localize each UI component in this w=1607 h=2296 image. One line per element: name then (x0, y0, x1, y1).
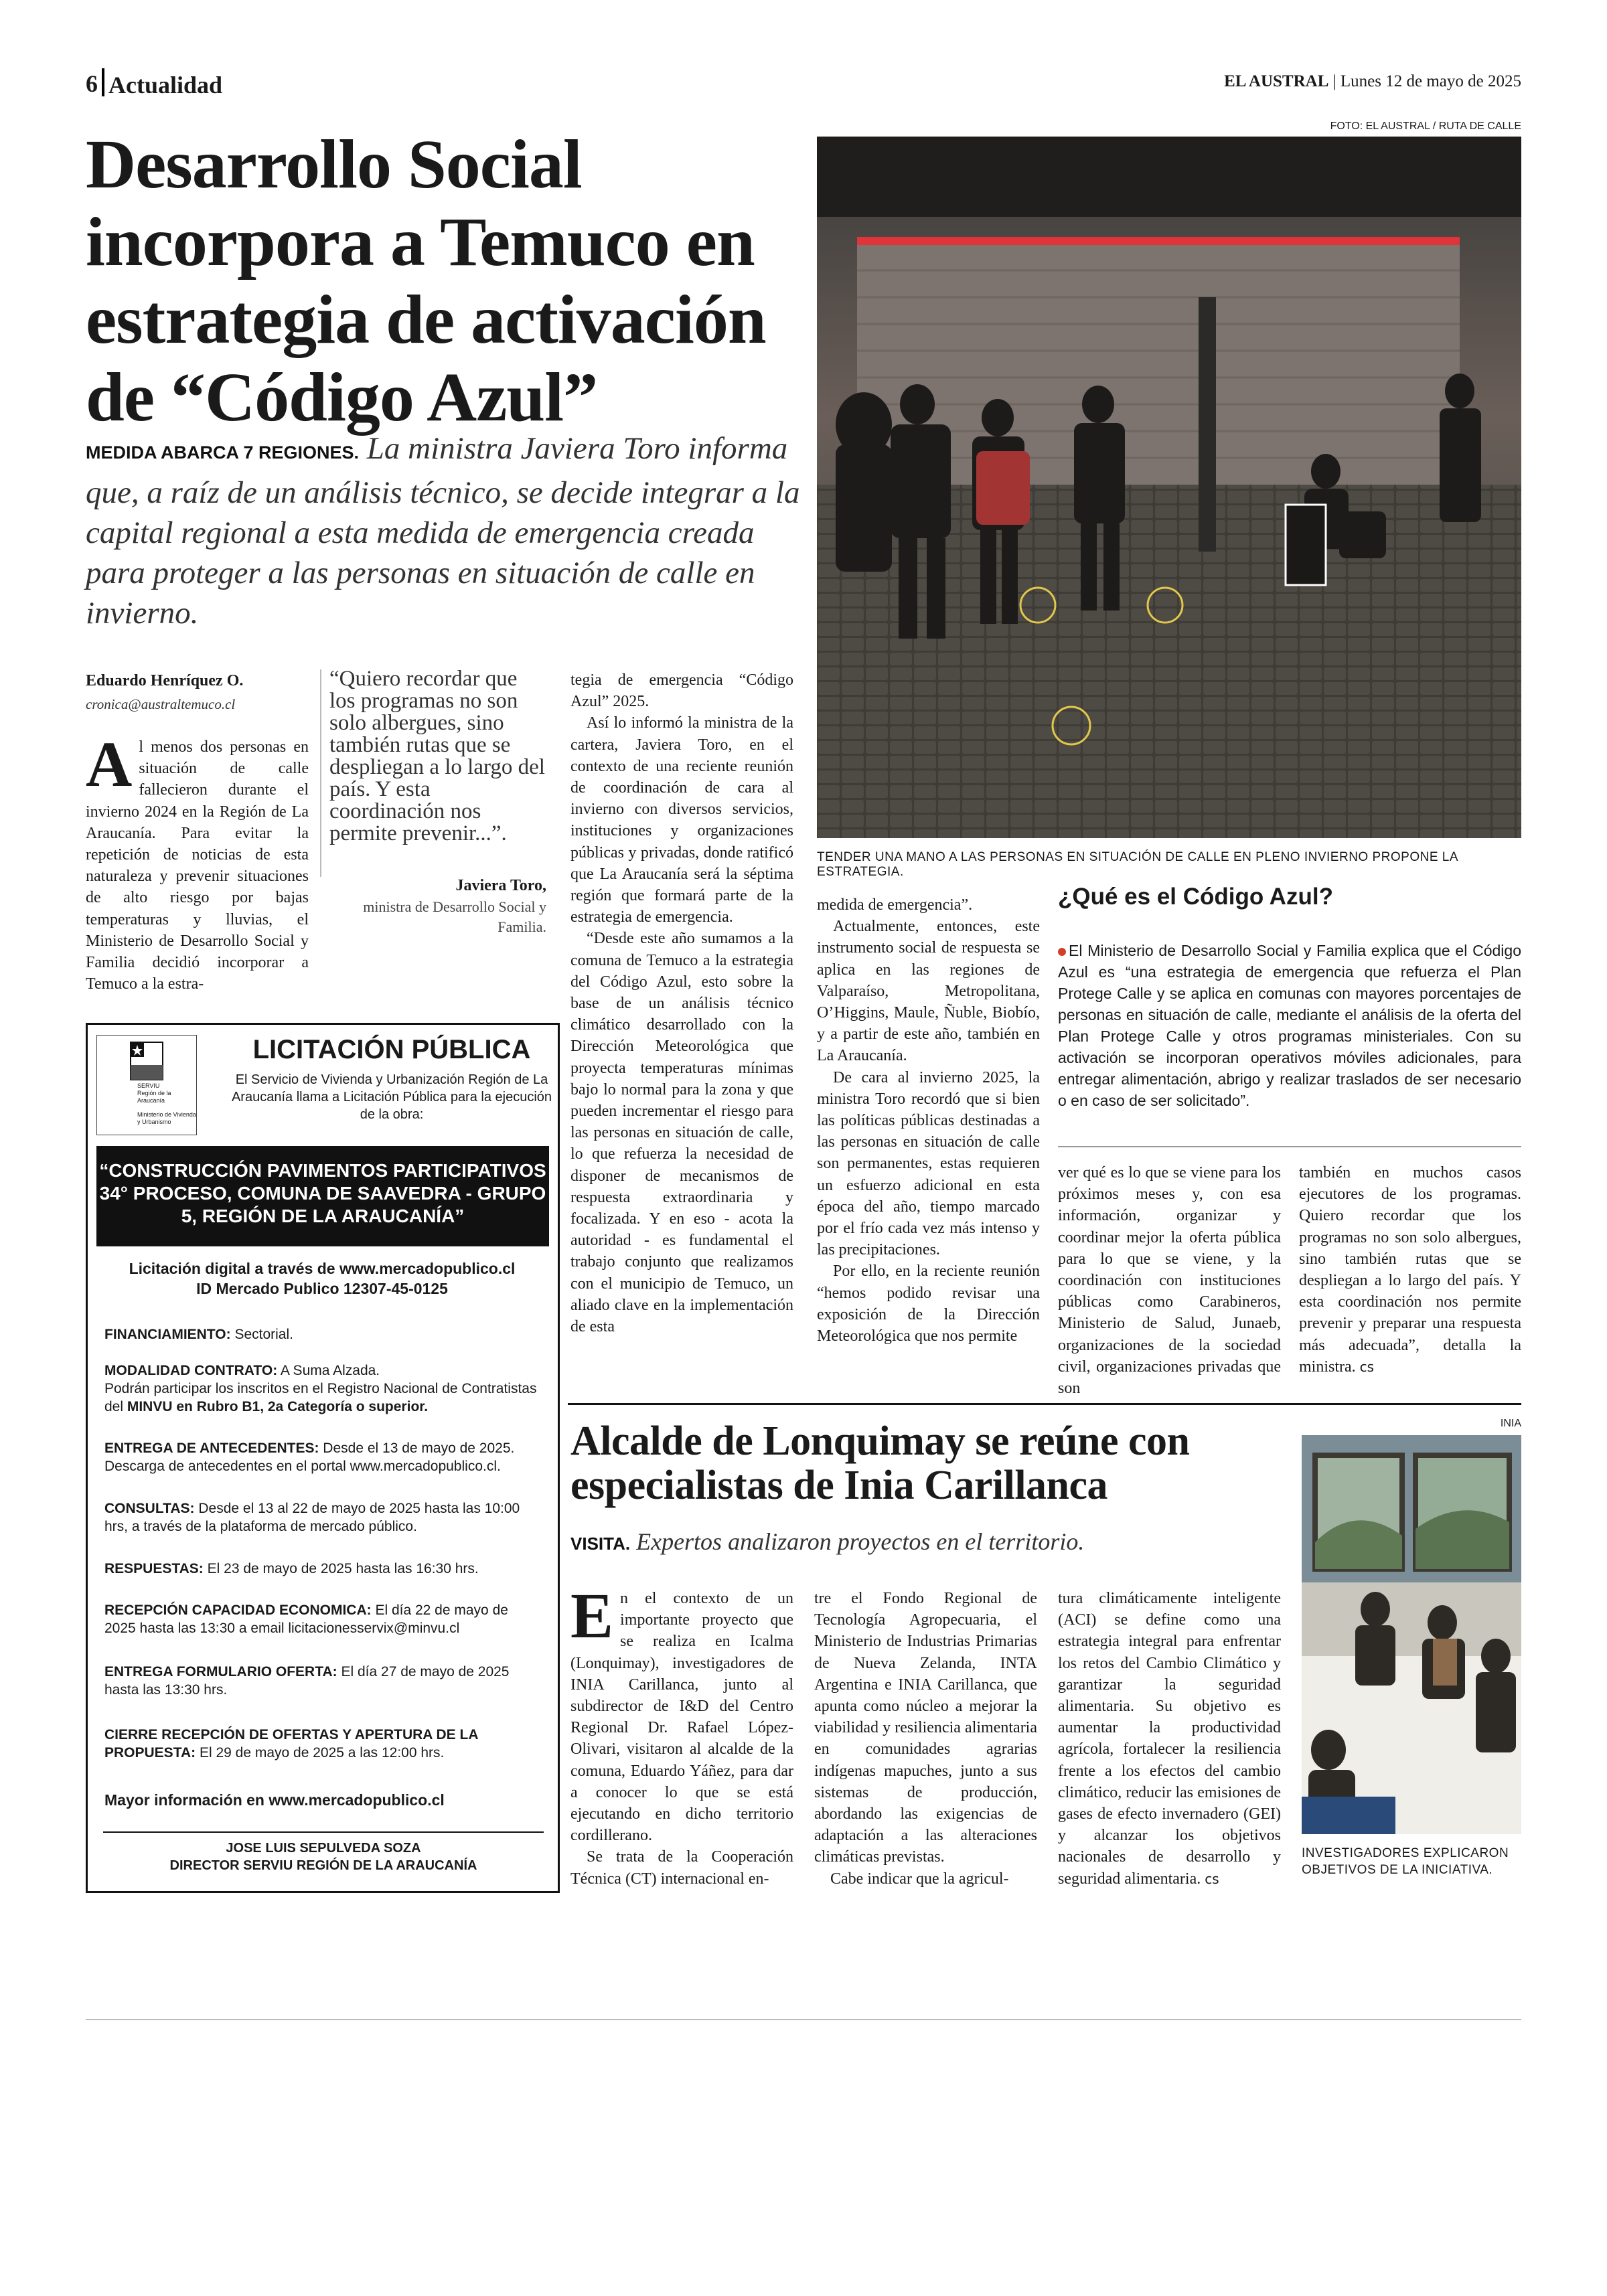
main-lede (86, 428, 809, 633)
second-kicker: VISITA. (570, 1534, 631, 1554)
ad-digital-link[interactable]: Licitación digital a través de www.mercadopublico.cl (129, 1260, 516, 1277)
sidebar-text: El Ministerio de Desarrollo Social y Familia explica que el Código Azul es “una estrategia de emergencia que refuerza el Plan Protege Calle y se aplica en comunas con mayores porcentajes de personas en situación de calle, mediante el análisis de la oferta del Plan Protege Calle y otros programas ministeriales. Con su activación se incorporan operativos móviles adicionales, para entregar alimentación, abrigo y realizar traslados de ser necesario o en caso de ser solicitado”. (1058, 942, 1521, 1109)
second-lede (570, 1528, 1084, 1556)
ad-item-economic (104, 1601, 540, 1637)
ad-item-documents (104, 1439, 540, 1475)
logo-line: SERVIU (137, 1082, 160, 1089)
paragraph: “Desde este año sumamos a la comuna de Temuco a la estrategia del Código Azul, esto sobre la base de un análisis técnico climático desarrollado con la Dirección Meteorológica que proyecta temperaturas mínimas bajo lo normal para la zona y que pueden incrementar el riesgo para las personas en situación de calle, lo que refuerza la necesidad de disponer de mecanismos de respuesta extraordinaria y focalizada. Y en eso - acota la autoridad - es fundamental el trabajo conjunto que realizamos con el municipio de Temuco, un aliado clave en la implementación de esta (570, 930, 793, 1336)
paragraph: n el contexto de un importante proyecto que se realiza en Icalma (Lonquimay), investigadores de INIA Carillanca, junto al subdirector de I&D del Centro Regional Dr. Rafael López-Olivari, visitaron al alcalde de la comuna, Eduardo Yáñez, para dar a conocer lo que se está ejecutando en dicho territorio cordillerano. (570, 1590, 793, 1845)
page-number: 6 (86, 70, 98, 97)
pull-quote-role: ministra de Desarrollo Social y Familia. (363, 898, 546, 935)
folio-divider (102, 68, 104, 96)
paragraph: tegia de emergencia “Código Azul” 2025. (570, 671, 793, 711)
photo-credit: INIA (1500, 1418, 1521, 1429)
ad-item-label: RESPUESTAS: (104, 1561, 204, 1576)
ad-tender-id: ID Mercado Publico 12307-45-0125 (196, 1280, 448, 1297)
photo-credit: FOTO: EL AUSTRAL / RUTA DE CALLE (1330, 120, 1521, 132)
end-mark-icon: cs (1359, 1358, 1375, 1375)
ad-item-label: CIERRE RECEPCIÓN DE OFERTAS Y APERTURA DE LA PROPUESTA: (104, 1727, 478, 1760)
street-scene-photo (817, 137, 1521, 838)
ad-signature-rule (103, 1831, 544, 1833)
serviu-logo (96, 1035, 197, 1135)
paragraph: medida de emergencia”. (817, 896, 973, 914)
logo-line: Región de la Araucanía (137, 1090, 171, 1104)
paragraph-text: también en muchos casos ejecutores de los programas. Quiero recordar que los programas no son solo albergues, sino también rutas que se despliegan a lo largo del país. Y esta coordinación nos permite prevenir y preparar una respuesta más adecuada”, detalla la ministra. (1299, 1164, 1521, 1376)
ad-item-label: CONSULTAS: (104, 1501, 195, 1516)
logo-line: Ministerio de Vivienda y Urbanismo (137, 1111, 196, 1125)
ad-item-questions (104, 1499, 540, 1536)
ad-item-financing (104, 1325, 540, 1343)
main-column-4 (1058, 1162, 1281, 1399)
ad-signature (103, 1839, 544, 1874)
photo-caption: INVESTIGADORES EXPLICARON OBJETIVOS DE LA INICIATIVA. (1302, 1846, 1509, 1877)
ad-more-info-link[interactable]: Mayor información en www.mercadopublico.cl (104, 1791, 445, 1809)
ad-item-text: El 29 de mayo de 2025 a las 12:00 hrs. (196, 1745, 445, 1760)
paragraph: tre el Fondo Regional de Tecnología Agropecuaria, el Ministerio de Industrias Primarias de Nueva Zelanda, INTA Argentina e INIA Carillanca, que apunta como núcleo a mejorar la viabilidad y resiliencia alimentaria en comunidades agrarias indígenas mapuches, junto a sus sistemas de producción, abordando las exigencias de adaptación a las alteraciones climáticas previstas. (814, 1590, 1037, 1866)
pull-quote-rule (320, 669, 321, 877)
ad-item-label: ENTREGA FORMULARIO OFERTA: (104, 1664, 337, 1679)
ad-title: LICITACIÓN PÚBLICA (252, 1035, 531, 1064)
page-footer-rule (86, 2019, 1521, 2020)
ad-item-answers (104, 1560, 540, 1578)
ad-item-label: RECEPCIÓN CAPACIDAD ECONOMICA: (104, 1603, 372, 1618)
ad-item-text: El día 22 de mayo de 2025 hasta las 13:30 a email licitacionesservix@minvu.cl (104, 1603, 508, 1636)
ad-item-contract (104, 1362, 540, 1416)
ad-item-text: El día 27 de mayo de 2025 hasta las 13:30 hrs. (104, 1664, 510, 1698)
second-column-3 (1058, 1588, 1281, 1890)
main-lede-text: La ministra Javiera Toro informa que, a raíz de un análisis técnico, se decide integrar a la capital regional a esta medida de emergencia creada para proteger a las personas en situación de calle en invierno. (86, 431, 800, 631)
paragraph (1058, 1588, 1281, 1890)
paragraph: De cara al invierno 2025, la ministra Toro recordó que si bien las políticas públicas destinadas a las personas en situación de calle son permanentes, estas requieren un esfuerzo adicional en esta época del año, tiempo marcado por el frío cada vez más intenso y las precipitaciones. (817, 1068, 1040, 1259)
paragraph: l menos dos personas en situación de calle fallecieron durante el invierno 2024 en la Región de La Araucanía. Para evitar la repetición de noticias de esta naturaleza y prevenir situaciones de alto riesgo por bajas temperaturas y lluvias, el Ministerio de Desarrollo Social y Familia decidió incorporar a Temuco a la estra- (86, 738, 309, 993)
ad-item-offer-form (104, 1663, 540, 1699)
drop-cap: A (86, 728, 133, 800)
ad-intro: El Servicio de Vivienda y Urbanización Región de La Araucanía llama a Licitación Pública para la ejecución de la obra: (231, 1072, 552, 1122)
second-column-2 (814, 1588, 1037, 1890)
main-column-1 (86, 728, 309, 995)
photo-illustration (817, 137, 1521, 838)
ad-item-text: Sectorial. (230, 1327, 293, 1342)
ad-item-text: Desde el 13 de mayo de 2025. Descarga de antecedentes en el portal www.mercadopublico.cl. (104, 1441, 515, 1474)
byline-author: Eduardo Henríquez O. (86, 672, 244, 689)
sidebar-title: ¿Qué es el Código Azul? (1058, 884, 1333, 910)
paragraph: Se trata de la Cooperación Técnica (CT) internacional en- (570, 1848, 793, 1888)
ad-item-text: Podrán participar los inscritos en el Registro Nacional de Contratistas del (104, 1381, 537, 1414)
ad-item-label: ENTREGA DE ANTECEDENTES: (104, 1441, 319, 1456)
second-lede-text: Expertos analizaron proyectos en el territorio. (636, 1528, 1085, 1555)
pull-quote-author: Javiera Toro, (455, 877, 546, 894)
ad-signer-name: JOSE LUIS SEPULVEDA SOZA (226, 1841, 421, 1856)
logo-text (137, 1082, 196, 1126)
section-label: Actualidad (108, 72, 223, 98)
main-column-3 (817, 894, 1040, 1347)
sidebar-body (1058, 940, 1521, 1111)
paragraph-text: tura climáticamente inteligente (ACI) se define como una estrategia integral para enfrentar los retos del Cambio Climático y garantizar la seguridad alimentaria. Su objetivo es aumentar la productividad agrícola, fortalecer la resiliencia frente a los efectos del cambio climático, reducir las emisiones de gases de efecto invernadero (GEI) y alcanzar los objetivos nacionales de desarrollo y seguridad alimentaria. (1058, 1590, 1281, 1888)
main-column-2 (570, 669, 793, 1337)
ad-item-closing (104, 1726, 540, 1762)
story-divider (568, 1403, 1521, 1405)
paragraph: Cabe indicar que la agricul- (830, 1870, 1009, 1888)
ad-item-text: Desde el 13 al 22 de mayo de 2025 hasta las 10:00 hrs, a través de la plataforma de mercado público. (104, 1501, 520, 1534)
masthead (1224, 72, 1521, 91)
masthead-divider: | (1332, 72, 1341, 90)
issue-date: Lunes 12 de mayo de 2025 (1340, 72, 1521, 90)
paragraph: Por ello, en la reciente reunión “hemos podido revisar una exposición de la Dirección Meteorológica que nos permite (817, 1262, 1040, 1345)
paragraph: ver qué es lo que se viene para los próximos meses y, con esa información, organizar y coordinar mejor la oferta pública para lo que se viene, y la coordinación con instituciones públicas como Carabineros, Ministerio de Salud, Junaeb, organizaciones de la sociedad civil, organizaciones privadas que son (1058, 1164, 1281, 1398)
ad-signer-role: DIRECTOR SERVIU REGIÓN DE LA ARAUCANÍA (169, 1858, 477, 1873)
ad-project-banner: “CONSTRUCCIÓN PAVIMENTOS PARTICIPATIVOS 34° PROCESO, COMUNA DE SAAVEDRA - GRUPO 5, REGIÓN DE LA ARAUCANÍA” (96, 1146, 549, 1246)
drop-cap: E (570, 1580, 614, 1651)
ad-item-label: FINANCIAMIENTO: (104, 1327, 231, 1342)
ad-item-text: A Suma Alzada. (277, 1363, 380, 1378)
ad-item-label: MODALIDAD CONTRATO: (104, 1363, 278, 1378)
sidebar-divider (1058, 1146, 1521, 1147)
ad-item-text: MINVU en Rubro B1, 2a Categoría o superior. (127, 1399, 429, 1414)
second-column-1 (570, 1580, 793, 1890)
paragraph (1299, 1162, 1521, 1378)
paragraph: Así lo informó la ministra de la cartera, Javiera Toro, en el contexto de una reciente reunión de coordinación de cara al invierno con diversos servicios, instituciones y organizaciones públicas y privadas, donde ratificó que La Araucanía será la séptima región que formará parte de la estrategia de emergencia. (570, 714, 793, 926)
main-kicker: MEDIDA ABARCA 7 REGIONES. (86, 442, 360, 463)
newspaper-name: EL AUSTRAL (1224, 72, 1329, 90)
pull-quote: “Quiero recordar que los programas no son solo albergues, sino también rutas que se despliegan a lo largo del país. Y esta coordinación nos permite prevenir...”. (329, 667, 545, 845)
end-mark-icon: cs (1205, 1870, 1219, 1887)
meeting-photo (1302, 1435, 1521, 1834)
bullet-icon (1058, 948, 1066, 956)
ad-item-text: El 23 de mayo de 2025 hasta las 16:30 hrs. (203, 1561, 479, 1576)
main-column-5 (1299, 1162, 1521, 1378)
paragraph: Actualmente, entonces, este instrumento social de respuesta se aplica en las regiones de Valparaíso, Metropolitana, O’Higgins, Maule, Ñuble, Biobío, y a partir de este año, también en La Araucanía. (817, 918, 1040, 1065)
photo-caption: TENDER UNA MANO A LAS PERSONAS EN SITUACIÓN DE CALLE EN PLENO INVIERNO PROPONE LA ESTRATEGIA. (817, 850, 1458, 879)
main-headline: Desarrollo Social incorpora a Temuco en estrategia de activación de “Código Azul” (86, 126, 766, 436)
byline-email: cronica@australtemuco.cl (86, 696, 236, 712)
meeting-illustration (1302, 1435, 1521, 1834)
second-headline: Alcalde de Lonquimay se reúne con especialistas de Inia Carillanca (570, 1418, 1190, 1508)
